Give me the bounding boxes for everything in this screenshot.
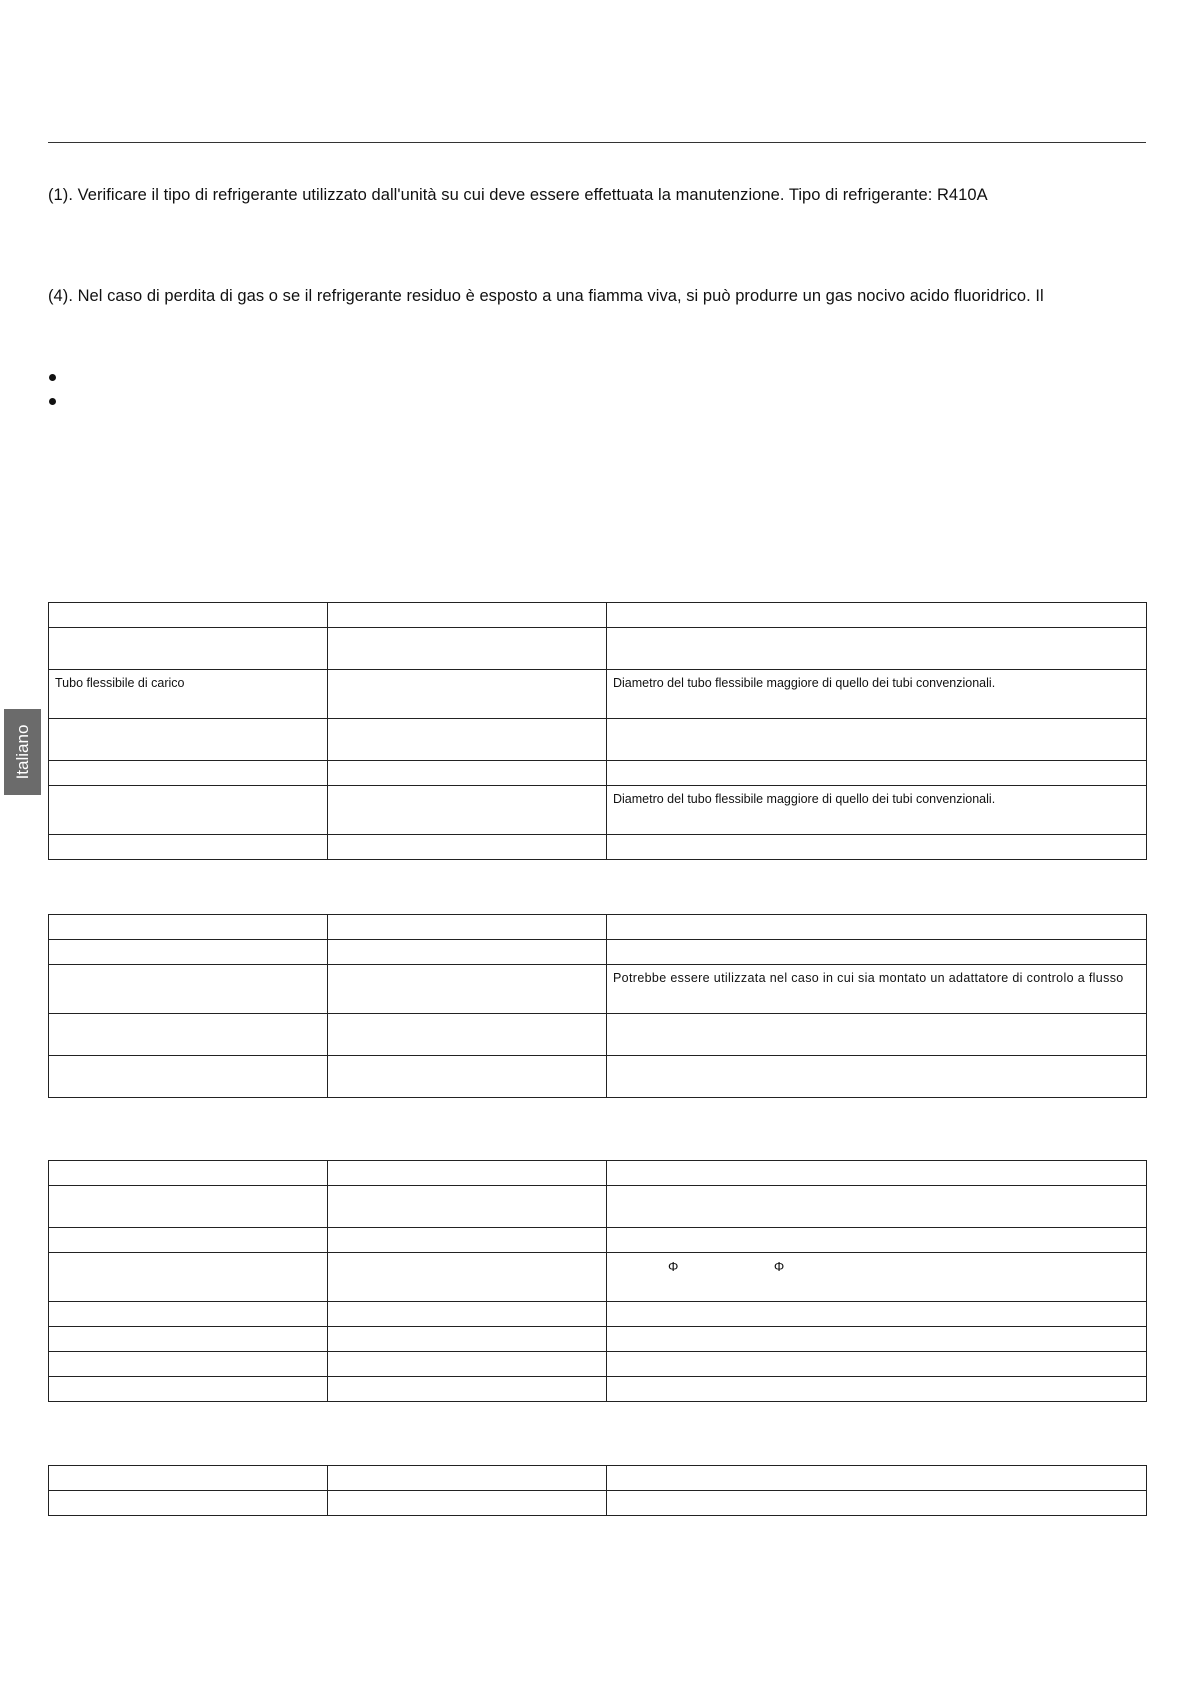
- table-row: [49, 1228, 1147, 1253]
- table-row: [49, 1352, 1147, 1377]
- table-row: [49, 1466, 1147, 1491]
- hose-note-cell: Diametro del tubo flessibile maggiore di quello dei tubi convenzionali.: [607, 786, 1147, 835]
- phi-symbol: Φ: [773, 1259, 785, 1274]
- paragraph-1: (1). Verificare il tipo di refrigerante utilizzato dall'unità su cui deve essere effettuata la manutenzione. Tipo di refrigerante: R410A: [48, 186, 988, 204]
- table-row: [49, 1056, 1147, 1098]
- language-side-tab[interactable]: [4, 709, 41, 795]
- table-row: [49, 761, 1147, 786]
- table-row: [49, 1014, 1147, 1056]
- tools-table-3: [48, 1160, 1147, 1402]
- tools-table-4: [48, 1465, 1147, 1516]
- table-row: [49, 1491, 1147, 1516]
- table-row: [49, 670, 1147, 719]
- table-row: [49, 965, 1147, 1014]
- table-row: [49, 603, 1147, 628]
- table-row: [49, 628, 1147, 670]
- tools-table-2: [48, 914, 1147, 1098]
- phi-symbol: Φ: [668, 1259, 679, 1274]
- table-row: [49, 1327, 1147, 1352]
- table-row: [49, 940, 1147, 965]
- diameter-cell: [607, 1253, 1147, 1302]
- table-row: [49, 835, 1147, 860]
- table-row: [49, 1377, 1147, 1402]
- tools-table-1: [48, 602, 1147, 860]
- table-row: [49, 1253, 1147, 1302]
- hose-note-cell: Diametro del tubo flessibile maggiore di quello dei tubi convenzionali.: [607, 670, 1147, 719]
- language-tab-label: Italiano: [12, 724, 32, 780]
- table-row: [49, 786, 1147, 835]
- table-row: [49, 1161, 1147, 1186]
- table-row: [49, 1302, 1147, 1327]
- charging-hose-cell: Tubo flessibile di carico: [49, 670, 328, 719]
- table-row: [49, 1186, 1147, 1228]
- paragraph-4: (4). Nel caso di perdita di gas o se il refrigerante residuo è esposto a una fiamma viva, si può produrre un gas nocivo acido fluoridrico. Il: [48, 287, 1044, 305]
- header-rule: [48, 142, 1146, 143]
- adapter-note-cell: Potrebbe essere utilizzata nel caso in cui sia montato un adattatore di controlo a flusso: [607, 965, 1147, 1014]
- table-row: [49, 915, 1147, 940]
- bullet-point: [49, 374, 56, 381]
- table-row: [49, 719, 1147, 761]
- bullet-point: [49, 398, 56, 405]
